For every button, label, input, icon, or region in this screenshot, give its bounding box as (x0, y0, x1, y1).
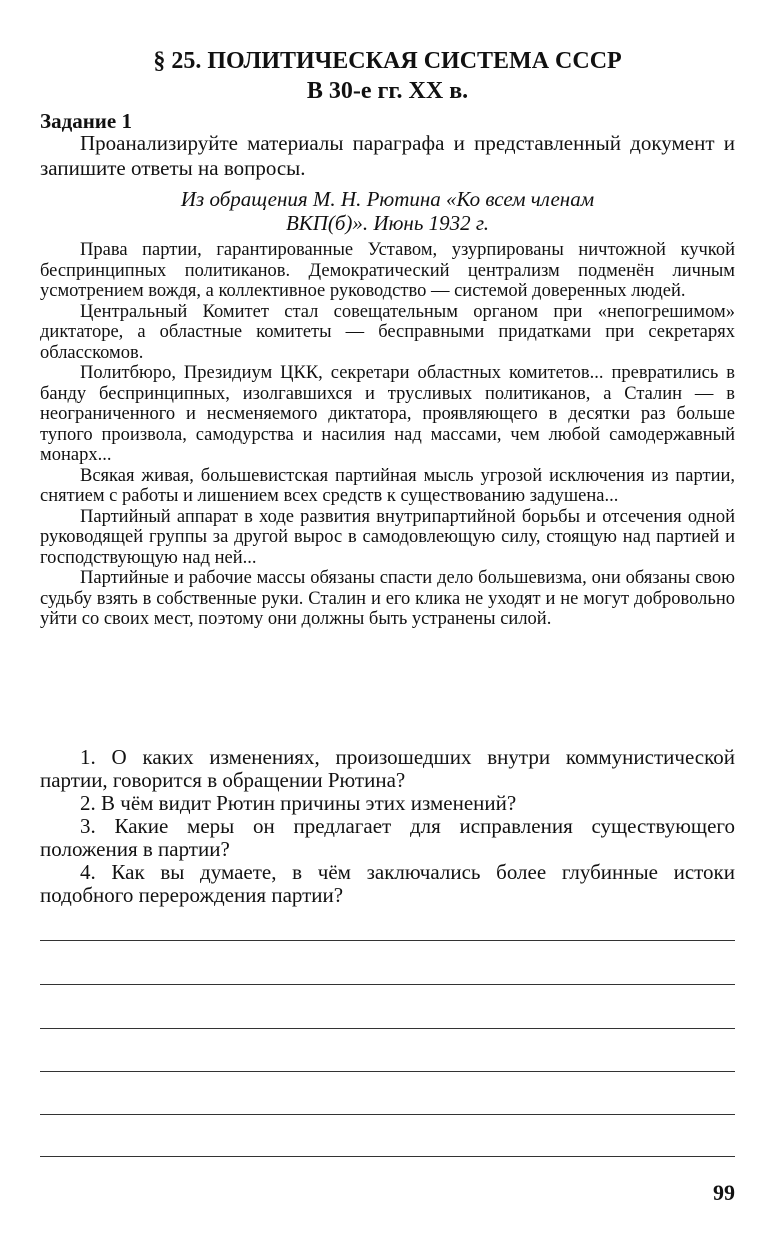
answer-line[interactable] (40, 1114, 735, 1115)
document-paragraph: Всякая живая, большевистская партийная мысль угрозой исключения из партии, снятием с работы и лишением всех средств к существованию задушена... (40, 465, 735, 506)
question-1: 1. О каких изменениях, произошедших внутри коммунистической партии, говорится в обращении Рютина? (40, 745, 735, 792)
document-title-line-1: Из обращения М. Н. Рютина «Ко всем членам (180, 187, 595, 211)
answer-line[interactable] (40, 984, 735, 985)
document-paragraph: Политбюро, Президиум ЦКК, секретари областных комитетов... превратились в банду беспринципных, изолгавшихся и трусливых политиканов, а Сталин — в неограниченного и несменяемого диктатора, проявляющего в десятки раз больше тупого произвола, самодурства и насилия над массами, чем любой самодержавный монарх... (40, 363, 735, 465)
section-title-line-2: В 30-е гг. XX в. (306, 78, 469, 104)
section-title (40, 46, 735, 106)
section-title-line-1: § 25. ПОЛИТИЧЕСКАЯ СИСТЕМА СССР (153, 48, 622, 74)
question-3: 3. Какие меры он предлагает для исправления существующего положения в партии? (40, 814, 735, 861)
document-paragraph: Партийный аппарат в ходе развития внутрипартийной борьбы и отсечения одной руководящей группы за другой вырос в самодовлеющую силу, стоящую над партией и господствующую над ней... (40, 506, 735, 568)
answer-line[interactable] (40, 1071, 735, 1072)
answer-line[interactable] (40, 1028, 735, 1029)
document-title-line-2: ВКП(б)». Июнь 1932 г. (285, 211, 490, 235)
document-text (40, 240, 735, 630)
document-paragraph: Права партии, гарантированные Уставом, узурпированы ничтожной кучкой беспринципных политиканов. Демократический централизм подменён личным усмотрением вождя, а коллективное руководство — системой доверенных людей. (40, 240, 735, 301)
answer-line[interactable] (40, 940, 735, 941)
question-list (40, 746, 735, 907)
task-label: Задание 1 (40, 109, 132, 133)
page-number: 99 (713, 1180, 735, 1205)
answer-line[interactable] (40, 1156, 735, 1157)
document-paragraph: Центральный Комитет стал совещательным органом при «непогрешимом» диктаторе, а областные комитеты — бесправными придатками при секретарях обласскомов. (40, 301, 735, 363)
document-title (40, 187, 735, 235)
task-instruction: Проанализируйте материалы параграфа и представленный документ и запишите ответы на вопросы. (40, 131, 735, 180)
document-paragraph: Партийные и рабочие массы обязаны спасти дело большевизма, они обязаны свою судьбу взять в собственные руки. Сталин и его клика не уходят и не могут добровольно уйти со своих мест, поэтому они должны быть устранены силой. (40, 568, 735, 629)
question-2: 2. В чём видит Рютин причины этих изменений? (80, 791, 517, 815)
question-4: 4. Как вы думаете, в чём заключались более глубинные истоки подобного перерождения партии? (40, 860, 735, 907)
